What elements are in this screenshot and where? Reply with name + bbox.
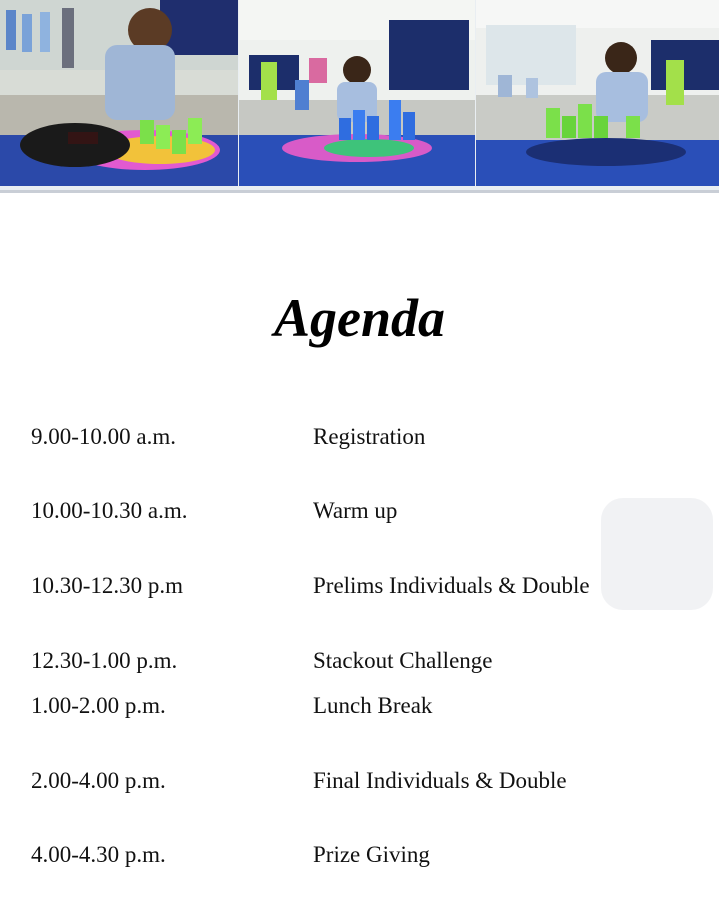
agenda-row xyxy=(0,421,719,453)
agenda-event: Prelims Individuals & Double xyxy=(313,573,590,598)
agenda-event: Registration xyxy=(313,424,426,449)
photo-classroom-stacking xyxy=(239,0,475,186)
agenda-time: 10.00-10.30 a.m. xyxy=(31,498,188,523)
agenda-event: Lunch Break xyxy=(313,693,433,718)
agenda-row xyxy=(0,765,719,797)
agenda-time: 9.00-10.00 a.m. xyxy=(31,424,177,449)
floating-touch-button[interactable] xyxy=(601,498,713,610)
agenda-event: Stackout Challenge xyxy=(313,648,493,673)
agenda-row xyxy=(0,690,719,722)
agenda-row xyxy=(0,839,719,871)
agenda-time: 2.00-4.00 p.m. xyxy=(31,768,166,793)
photo-green-cups-stacking-image xyxy=(476,0,719,186)
agenda-event: Final Individuals & Double xyxy=(313,768,567,793)
photo-timer-stacking xyxy=(0,0,238,186)
photo-timer-stacking-image xyxy=(0,0,238,186)
agenda-event: Prize Giving xyxy=(313,842,430,867)
agenda-event: Warm up xyxy=(313,498,398,523)
photo-strip xyxy=(0,0,719,193)
agenda-time: 1.00-2.00 p.m. xyxy=(31,693,166,718)
photo-green-cups-stacking xyxy=(476,0,719,186)
agenda-row xyxy=(0,645,719,677)
agenda-time: 10.30-12.30 p.m xyxy=(31,573,184,598)
agenda-time: 4.00-4.30 p.m. xyxy=(31,842,166,867)
agenda-title: Agenda xyxy=(273,288,446,348)
agenda-time: 12.30-1.00 p.m. xyxy=(31,648,178,673)
photo-classroom-stacking-image xyxy=(239,0,475,186)
